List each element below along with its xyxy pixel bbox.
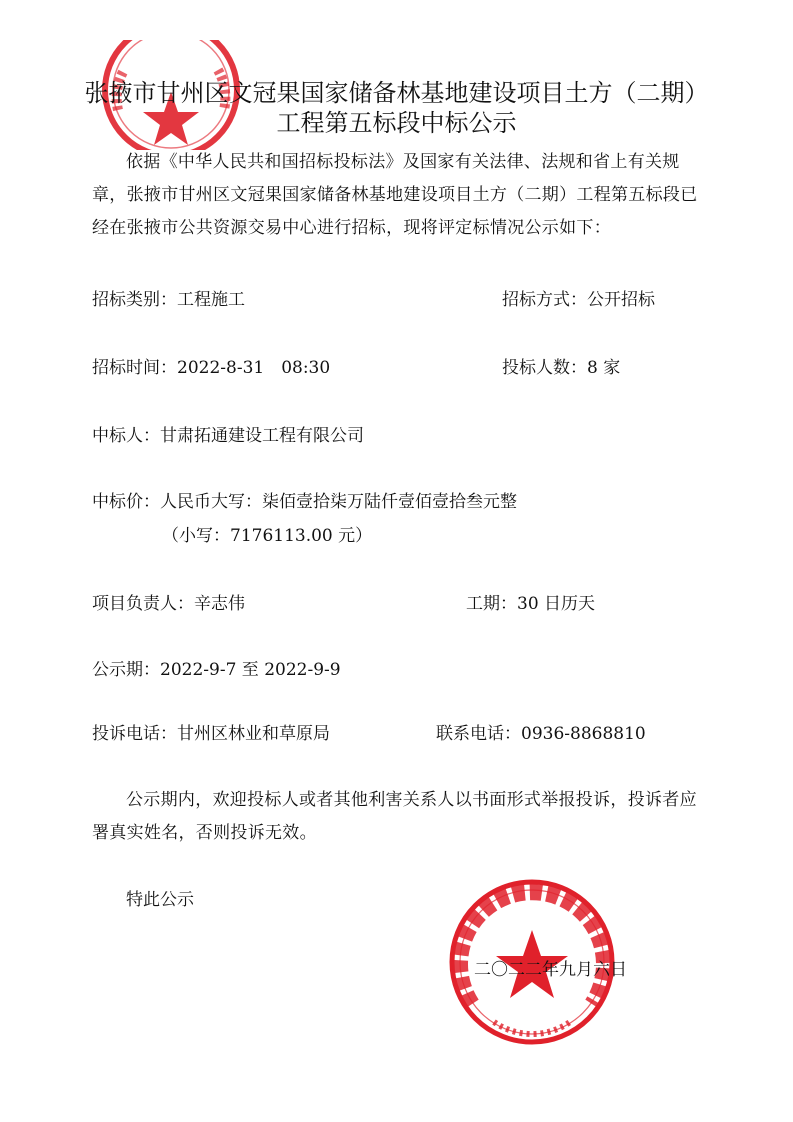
publicity-period: 公示期：2022-9-7 至 2022-9-9 [92, 660, 341, 680]
bid-time: 招标时间：2022-8-31 08:30 [92, 358, 331, 378]
document-title-line1: 张掖市甘州区文冠果国家储备林基地建设项目土方（二期） [84, 79, 709, 107]
bid-method: 招标方式：公开招标 [502, 290, 655, 310]
intro-paragraph: 依据《中华人民共和国招标投标法》及国家有关法律、法规和省上有关规章，张掖市甘州区文冠果国家储备林基地建设项目土方（二期）工程第五标段已经在张掖市公共资源交易中心进行招标，现将评定标情况公示如下： [92, 152, 698, 238]
bid-category: 招标类别：工程施工 [92, 290, 245, 310]
winning-bidder: 中标人：甘肃拓通建设工程有限公司 [92, 426, 364, 446]
winning-price-upper: 中标价：人民币大写：柒佰壹拾柒万陆仟壹佰壹拾叁元整 [92, 492, 517, 512]
winning-price-lower: （小写：7176113.00 元） [162, 526, 373, 546]
project-manager: 项目负责人：辛志伟 [92, 594, 245, 614]
bidder-count: 投标人数：8 家 [502, 358, 621, 378]
complaint-notice: 公示期内，欢迎投标人或者其他利害关系人以书面形式举报投诉，投诉者应署真实姓名，否则投诉无效。 [92, 790, 697, 843]
document-title-line2: 工程第五标段中标公示 [276, 109, 517, 137]
construction-period: 工期：30 日历天 [466, 594, 596, 614]
complaint-department: 投诉电话：甘州区林业和草原局 [92, 724, 330, 744]
contact-phone: 联系电话：0936-8868810 [436, 724, 646, 744]
closing-remark: 特此公示 [126, 890, 194, 910]
document-date: 二〇二二年九月六日 [474, 960, 627, 980]
